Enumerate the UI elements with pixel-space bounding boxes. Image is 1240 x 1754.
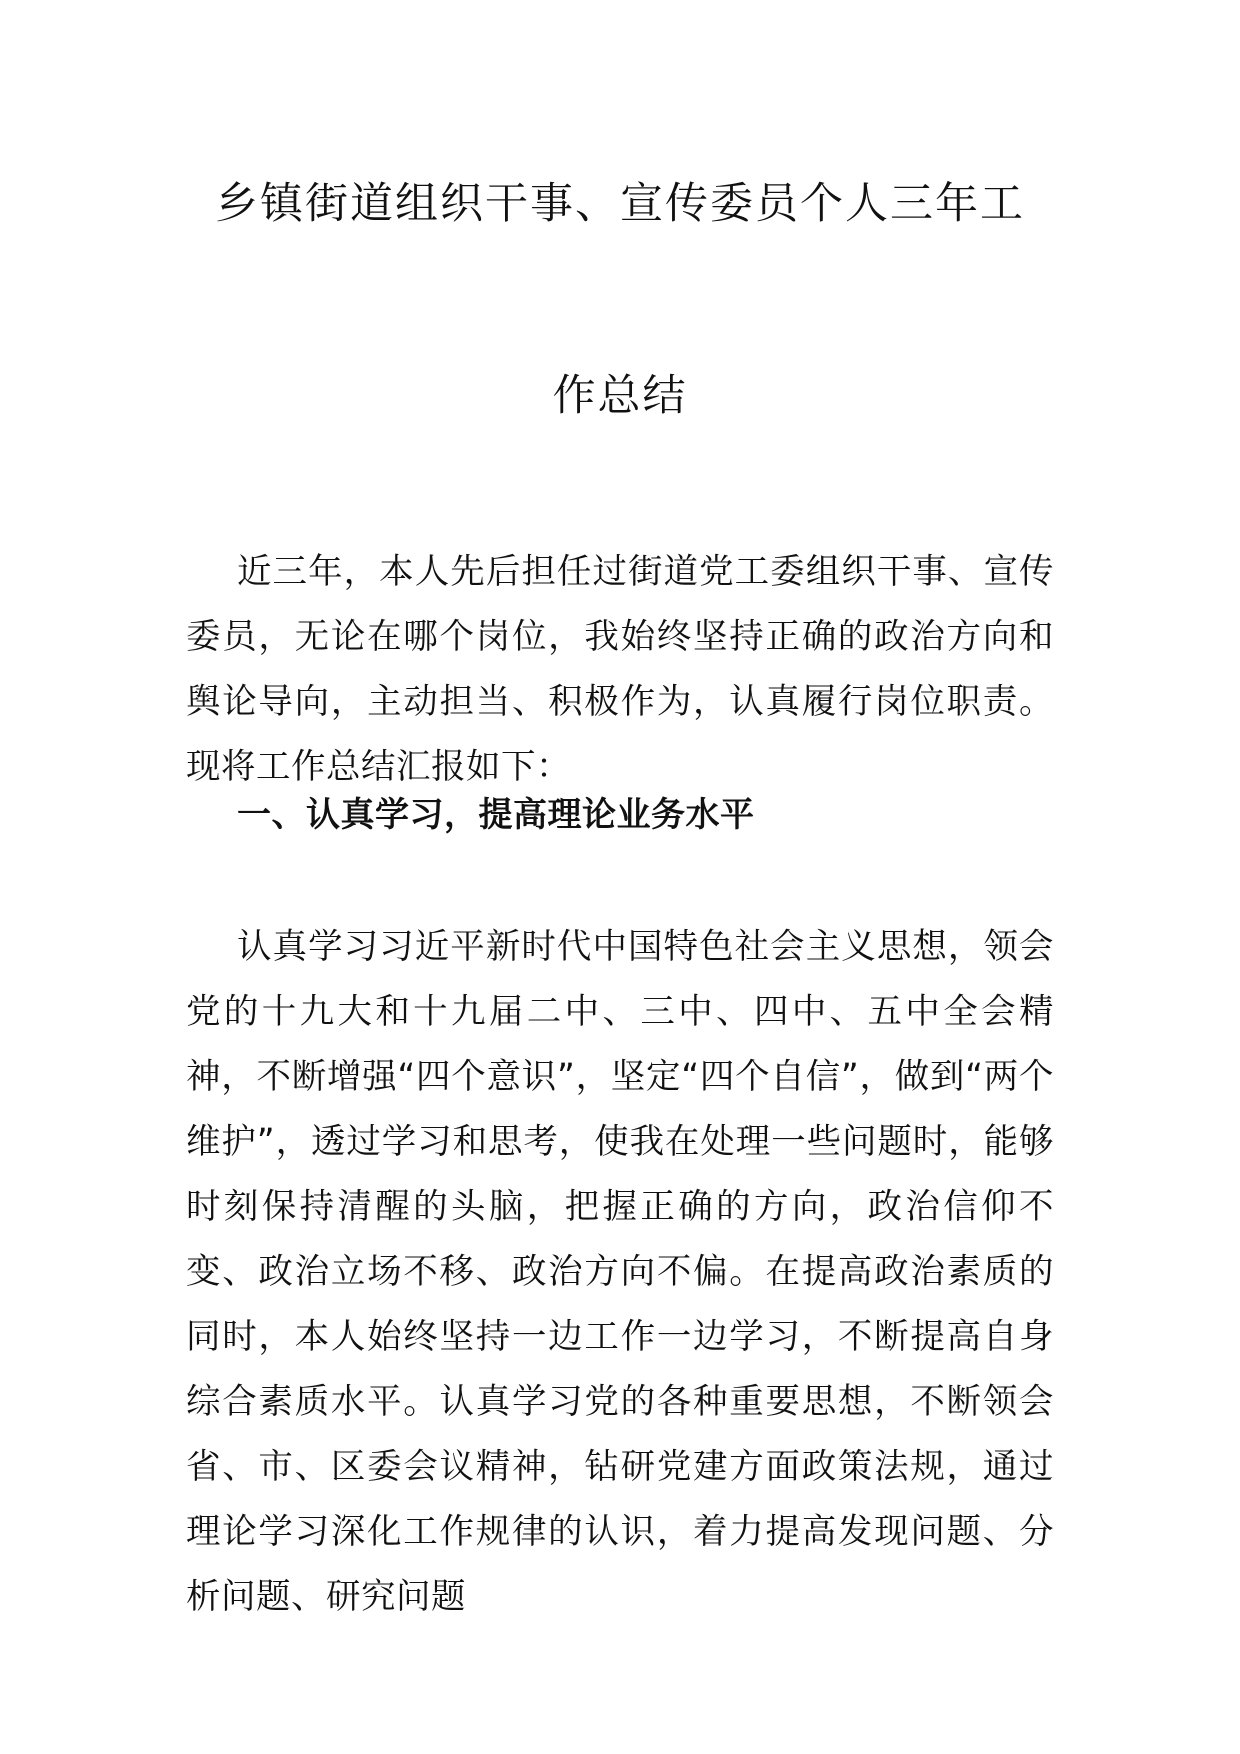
section-1-paragraph: 认真学习习近平新时代中国特色社会主义思想，领会党的十九大和十九届二中、三中、四中、五中全会精神，不断增强“四个意识”，坚定“四个自信”，做到“两个维护”，透过学习和思考，使我在处理一些问题时，能够时刻保持清醒的头脑，把握正确的方向，政治信仰不变、政治立场不移、政治方向不偏。在提高政治素质的同时，本人始终坚持一边工作一边学习，不断提高自身综合素质水平。认真学习党的各种重要思想，不断领会省、市、区委会议精神，钻研党建方面政策法规，通过理论学习深化工作规律的认识，着力提高发现问题、分析问题、研究问题 (186, 927, 1054, 1617)
intro-paragraph: 近三年，本人先后担任过街道党工委组织干事、宣传委员，无论在哪个岗位，我始终坚持正确的政治方向和舆论导向，主动担当、积极作为，认真履行岗位职责。现将工作总结汇报如下： (186, 552, 1054, 787)
document-title-line-1: 乡镇街道组织干事、宣传委员个人三年工 (215, 179, 1025, 229)
document-title-line-2: 作总结 (552, 371, 688, 421)
section-heading-1: 一、认真学习，提高理论业务水平 (237, 795, 755, 835)
